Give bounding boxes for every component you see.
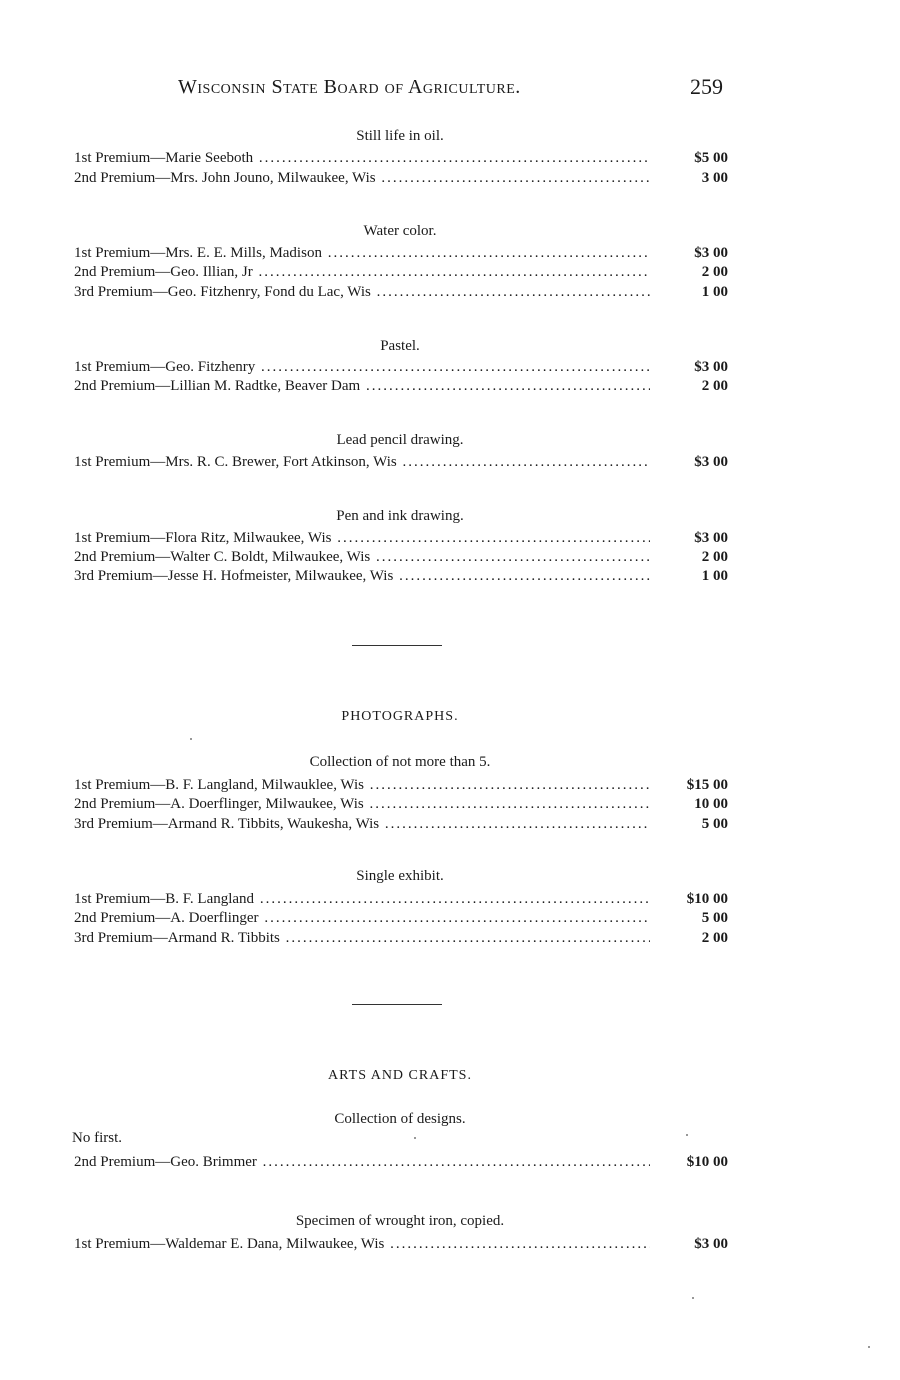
entrant: [74, 148, 650, 168]
place-label: 2nd Premium—: [74, 264, 171, 280]
entrant: [74, 1234, 650, 1254]
winner-name: Flora Ritz, Milwaukee, Wis: [165, 530, 332, 546]
winner-name: Marie Seeboth: [165, 150, 254, 166]
category-title: Pen and ink drawing.: [336, 508, 464, 524]
place-label: 1st Premium—: [74, 891, 166, 907]
premium-row: [74, 1234, 728, 1254]
place-label: 1st Premium—: [74, 1236, 166, 1252]
prize-amount: $10 00: [686, 891, 728, 907]
winner-name: Walter C. Boldt, Milwaukee, Wis: [170, 549, 371, 565]
premium-row: [74, 794, 728, 814]
entrant: [74, 452, 650, 472]
winner-name: Geo. Brimmer: [170, 1154, 257, 1170]
winner-name: B. F. Langland, Milwauklee, Wis: [165, 777, 364, 793]
entrant: [74, 889, 650, 909]
entrant: [74, 528, 650, 548]
prize-amount: 1 00: [701, 284, 728, 300]
entrant: [74, 282, 650, 302]
premium-row: [74, 452, 728, 472]
place-label: 2nd Premium—: [74, 910, 171, 926]
place-label: 3rd Premium—: [74, 816, 168, 832]
winner-name: Jesse H. Hofmeister, Milwaukee, Wis: [167, 568, 394, 584]
prize-amount: 2 00: [701, 930, 728, 946]
category-title: Specimen of wrought iron, copied.: [295, 1213, 505, 1229]
place-label: 2nd Premium—: [74, 549, 171, 565]
running-title: Wisconsin State Board of Agriculture.: [178, 76, 521, 98]
winner-name: A. Doerflinger: [170, 910, 259, 926]
entrant: [74, 357, 650, 377]
scan-speck: [414, 1137, 416, 1139]
category-title: Collection of designs.: [334, 1111, 466, 1127]
entrant: [74, 1152, 650, 1172]
winner-name: Mrs. E. E. Mills, Madison: [165, 245, 322, 261]
premium-row: [74, 889, 728, 909]
place-label: 1st Premium—: [74, 150, 166, 166]
premium-row: [74, 262, 728, 282]
place-label: 2nd Premium—: [74, 378, 171, 394]
category-title: Lead pencil drawing.: [336, 432, 464, 448]
prize-amount: 5 00: [701, 910, 728, 926]
category-title: Pastel.: [380, 338, 420, 354]
no-first-note: No first.: [72, 1130, 122, 1146]
scan-speck: [190, 738, 192, 740]
premium-row: [74, 1152, 728, 1172]
premium-row: [74, 357, 728, 377]
place-label: 1st Premium—: [74, 530, 166, 546]
place-label: 2nd Premium—: [74, 170, 171, 186]
winner-name: B. F. Langland: [165, 891, 255, 907]
entrant: [74, 376, 650, 396]
place-label: 3rd Premium—: [74, 284, 168, 300]
premium-row: [74, 547, 728, 567]
prize-amount: 1 00: [701, 568, 728, 584]
winner-name: Armand R. Tibbits: [167, 930, 280, 946]
prize-amount: 2 00: [701, 378, 728, 394]
premium-row: [74, 908, 728, 928]
premium-row: [74, 775, 728, 795]
place-label: 3rd Premium—: [74, 568, 168, 584]
entrant: [74, 243, 650, 263]
prize-amount: $3 00: [694, 1236, 728, 1252]
scan-speck: [868, 1346, 870, 1348]
prize-amount: 3 00: [701, 170, 728, 186]
section-title: PHOTOGRAPHS.: [341, 709, 459, 724]
category-title: Still life in oil.: [356, 128, 444, 144]
premium-row: [74, 282, 728, 302]
place-label: 1st Premium—: [74, 454, 166, 470]
place-label: 2nd Premium—: [74, 1154, 171, 1170]
prize-amount: 2 00: [701, 549, 728, 565]
section-title: ARTS AND CRAFTS.: [328, 1068, 472, 1083]
place-label: 1st Premium—: [74, 245, 166, 261]
prize-amount: $15 00: [686, 777, 728, 793]
place-label: 2nd Premium—: [74, 796, 171, 812]
entrant: [74, 262, 650, 282]
premium-row: [74, 566, 728, 586]
entrant: [74, 814, 650, 834]
category-title: Single exhibit.: [356, 868, 444, 884]
premium-row: [74, 243, 728, 263]
entrant: [74, 547, 650, 567]
premium-row: [74, 928, 728, 948]
winner-name: Geo. Fitzhenry: [165, 359, 256, 375]
premium-row: [74, 168, 728, 188]
place-label: 1st Premium—: [74, 359, 166, 375]
category-title: Collection of not more than 5.: [309, 754, 491, 770]
winner-name: Lillian M. Radtke, Beaver Dam: [170, 378, 361, 394]
winner-name: A. Doerflinger, Milwaukee, Wis: [170, 796, 364, 812]
prize-amount: 5 00: [701, 816, 728, 832]
prize-amount: $3 00: [694, 359, 728, 375]
scan-speck: [686, 1134, 688, 1136]
winner-name: Geo. Fitzhenry, Fond du Lac, Wis: [167, 284, 371, 300]
entrant: [74, 566, 650, 586]
prize-amount: $5 00: [694, 150, 728, 166]
entrant: [74, 908, 650, 928]
section-divider: [352, 645, 442, 646]
place-label: 1st Premium—: [74, 777, 166, 793]
winner-name: Mrs. John Jouno, Milwaukee, Wis: [170, 170, 376, 186]
winner-name: Mrs. R. C. Brewer, Fort Atkinson, Wis: [165, 454, 397, 470]
prize-amount: $3 00: [694, 454, 728, 470]
prize-amount: 2 00: [701, 264, 728, 280]
entrant: [74, 928, 650, 948]
entrant: [74, 168, 650, 188]
winner-name: Armand R. Tibbits, Waukesha, Wis: [167, 816, 380, 832]
entrant: [74, 794, 650, 814]
premium-row: [74, 376, 728, 396]
place-label: 3rd Premium—: [74, 930, 168, 946]
prize-amount: $3 00: [694, 245, 728, 261]
premium-row: [74, 148, 728, 168]
running-head: [0, 76, 900, 102]
category-title: Water color.: [363, 223, 437, 239]
premium-row: [74, 814, 728, 834]
premium-row: [74, 528, 728, 548]
scan-speck: [692, 1297, 694, 1299]
winner-name: Geo. Illian, Jr: [170, 264, 253, 280]
prize-amount: $3 00: [694, 530, 728, 546]
section-divider: [352, 1004, 442, 1005]
entrant: [74, 775, 650, 795]
page-number: 259: [690, 74, 723, 99]
prize-amount: $10 00: [686, 1154, 728, 1170]
winner-name: Waldemar E. Dana, Milwaukee, Wis: [165, 1236, 385, 1252]
prize-amount: 10 00: [694, 796, 728, 812]
